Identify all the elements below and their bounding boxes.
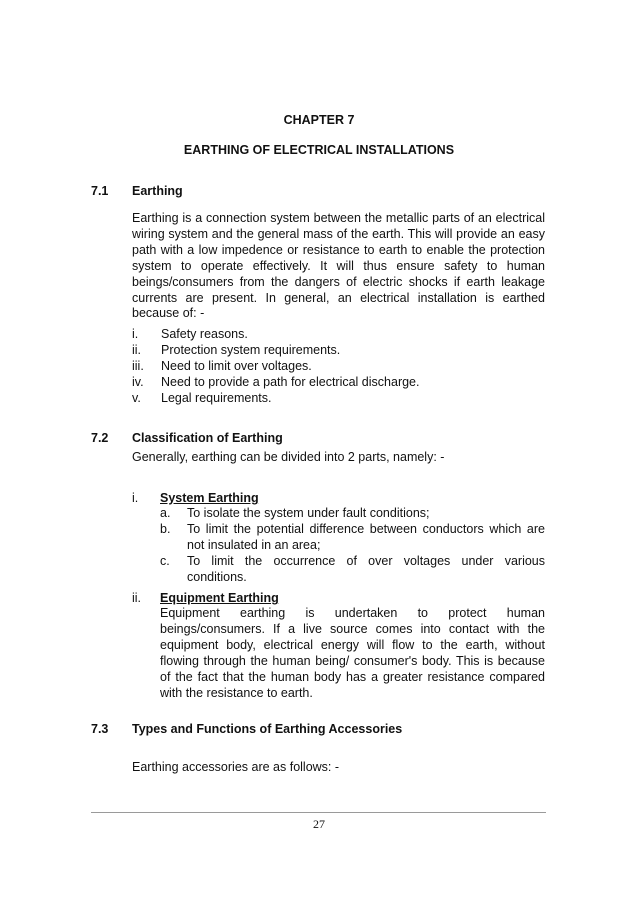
chapter-title: EARTHING OF ELECTRICAL INSTALLATIONS <box>183 143 455 157</box>
list-item <box>160 554 545 586</box>
part-marker: i. <box>132 491 139 505</box>
section-title: Types and Functions of Earthing Accessories <box>132 722 403 736</box>
list-text: To isolate the system under fault conditions; <box>187 506 430 520</box>
section-intro: Earthing accessories are as follows: - <box>132 760 340 774</box>
list-marker: ii. <box>132 342 142 357</box>
part-marker: ii. <box>132 591 142 605</box>
list-marker: b. <box>160 521 171 536</box>
list-text: Legal requirements. <box>161 390 272 405</box>
list-text: Safety reasons. <box>161 327 248 341</box>
section-number: 7.2 <box>91 431 109 445</box>
footer-divider <box>91 812 546 813</box>
list-marker: a. <box>160 506 171 520</box>
list-marker: v. <box>132 390 141 405</box>
list-marker: iv. <box>132 374 144 389</box>
section-paragraph: Earthing is a connection system between the metallic parts of an electrical wiring system and the general mass of the earth. This will provide an easy path with a low impedence or resistance to earth to enable the protection system to operate effectively. It will thus ensure safety to human beings/consumers from the dangers of electric shocks if earth leakage currents are present. In general, an electrical installation is earthed because of: - <box>132 211 545 321</box>
list-marker: i. <box>132 327 139 341</box>
list-item <box>160 522 545 554</box>
list-marker: c. <box>160 553 170 568</box>
part-heading: System Earthing <box>160 491 259 505</box>
system-earthing-list <box>160 506 545 586</box>
list-text: Need to provide a path for electrical discharge. <box>161 374 420 389</box>
list-text: To limit the potential difference between conductors which are not insulated in an area; <box>187 521 545 552</box>
chapter-number: CHAPTER 7 <box>283 113 355 127</box>
section-title: Earthing <box>132 184 183 198</box>
section-intro: Generally, earthing can be divided into 2 parts, namely: - <box>132 450 445 464</box>
list-item <box>160 506 545 522</box>
section-number: 7.3 <box>91 722 109 736</box>
page-number: 27 <box>313 817 325 831</box>
part-paragraph: Equipment earthing is undertaken to protect human beings/consumers. If a live source comes into contact with the equipment body, electrical energy will flow to the earth, without flowing through the human being/ consumer's body. This is because of the fact that the human body has a greater resistance compared with the resistance to earth. <box>160 606 545 700</box>
list-text: To limit the occurrence of over voltages under various conditions. <box>187 553 545 584</box>
section-title: Classification of Earthing <box>132 431 283 445</box>
list-text: Protection system requirements. <box>161 342 341 357</box>
list-marker: iii. <box>132 358 144 373</box>
part-heading: Equipment Earthing <box>160 591 279 605</box>
section-number: 7.1 <box>91 184 109 198</box>
list-text: Need to limit over voltages. <box>161 358 312 373</box>
